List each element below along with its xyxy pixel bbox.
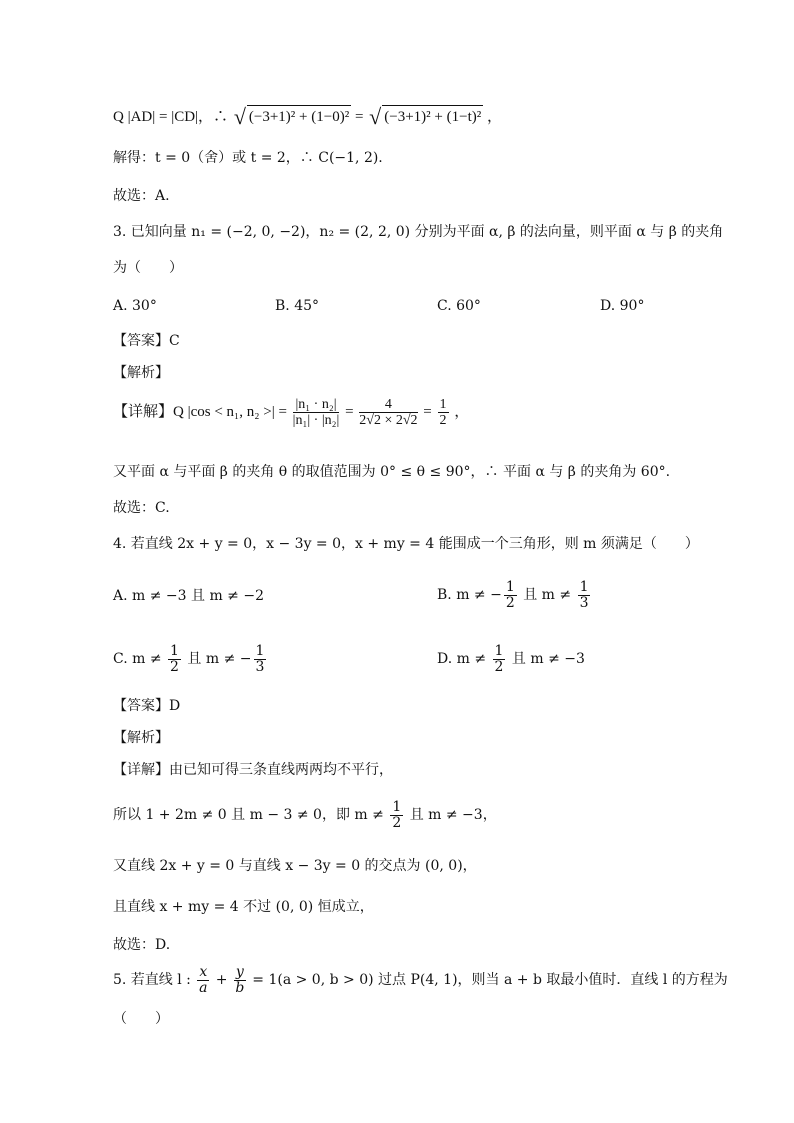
fraction: $\frac{1}{3}$ (579, 578, 589, 611)
q3-option-b: B. 45° (275, 298, 320, 314)
question-3-stem: 3. 已知向量 n₁ = (−2, 0, −2)，n₂ = (2, 2, 0) 分别为平面 α, β 的法向量，则平面 α 与 β 的夹角 (113, 224, 724, 240)
text-fragment: ， (486, 109, 502, 125)
q3-line-3: 又平面 α 与平面 β 的夹角 θ 的取值范围为 0° ≤ θ ≤ 90°，∴ 平面 α 与 β 的夹角为 60°. (113, 464, 671, 480)
solution-line-1 (113, 105, 502, 127)
q3-answer: 【答案】C (113, 333, 180, 349)
fraction: $\frac{1}{2}$ (439, 397, 447, 429)
solution-line-2: 解得：t = 0（舍）或 t = 2，∴ C(−1, 2). (113, 150, 383, 166)
fraction: $\frac{1}{2}$ (494, 642, 504, 675)
choose-line-q2: 故选：A. (113, 188, 170, 204)
q3-analysis-heading: 【解析】 (113, 365, 169, 381)
q4-option-a: A. m ≠ −3 且 m ≠ −2 (113, 588, 264, 604)
q4-choose: 故选：D. (113, 937, 171, 953)
q4-line-3: 又直线 2x + y = 0 与直线 x − 3y = 0 的交点为 (0, 0)， (113, 858, 477, 874)
q4-option-c: C. m ≠ $\frac{1}{2}$ 且 m ≠ − $\frac{1}{3}$ (113, 642, 265, 675)
equals-sign: = (354, 109, 368, 125)
q3-option-c: C. 60° (437, 298, 481, 314)
q3-option-d: D. 90° (600, 298, 645, 314)
fraction: $\frac{1}{2}$ (505, 578, 515, 611)
q4-analysis-heading: 【解析】 (113, 730, 169, 746)
fraction: $\frac{\text{|n₁ · n₂|}}{\text{|n₁| · |n₂|}}$ (292, 397, 340, 429)
sqrt-sign: √ (233, 104, 246, 129)
q3-choose: 故选：C. (113, 500, 170, 516)
question-5-stem: 5. 若直线 l : $\frac{x}{a}$ + $\frac{y}{b}$ = 1(a > 0, b > 0) 过点 P(4, 1)，则当 a + b 取最小值时．直线 l 的方程为 (113, 963, 728, 996)
q3-option-a: A. 30° (113, 298, 157, 314)
sqrt-sign: √ (369, 104, 382, 129)
question-4-stem: 4. 若直线 2x + y = 0，x − 3y = 0，x + my = 4 能围成一个三角形，则 m 须满足（ ） (113, 536, 699, 552)
fraction: $\frac{1}{2}$ (170, 642, 179, 675)
fraction: $\frac{1}{2}$ (392, 798, 402, 831)
fraction: $\frac{4}{2√2 \times 2√2}$ (359, 397, 418, 429)
radicand-1: (−3+1)² + (1−0)² (247, 105, 351, 127)
q4-option-d: D. m ≠ $\frac{1}{2}$ 且 m ≠ −3 (437, 642, 585, 675)
fraction: $\frac{x}{a}$ (199, 963, 208, 996)
fraction: $\frac{1}{3}$ (255, 642, 265, 675)
q4-detail: 【详解】由已知可得三条直线两两均不平行， (113, 762, 393, 778)
question-3-stem-cont: 为（ ） (113, 260, 183, 276)
fraction: $\frac{y}{b}$ (235, 963, 245, 996)
q4-answer: 【答案】D (113, 698, 181, 714)
radicand-2: (−3+1)² + (1−t)² (382, 105, 483, 127)
q4-option-b: B. m ≠ − $\frac{1}{2}$ 且 m ≠ $\frac{1}{3}$ (437, 578, 589, 611)
text-fragment: Q |AD| = |CD|，∴ (113, 109, 229, 125)
q4-line-4: 且直线 x + my = 4 不过 (0, 0) 恒成立， (113, 899, 374, 915)
q3-detail: 【详解】Q |cos < n₁, n₂ >| = $\frac{\text{|n₁ · n₂|}}{\text{|n₁| · |n₂|}}$ = $\frac{4}{2√2 \times 2√2}$ = $\frac{1}{2}$ ， (113, 397, 470, 429)
q4-line-2: 所以 1 + 2m ≠ 0 且 m − 3 ≠ 0，即 m ≠ $\frac{1}{2}$ 且 m ≠ −3， (113, 798, 497, 831)
question-5-stem-cont: （ ） (113, 1011, 169, 1027)
text-fragment: 【详解】Q |cos < n₁, n₂ >| = (113, 404, 291, 420)
